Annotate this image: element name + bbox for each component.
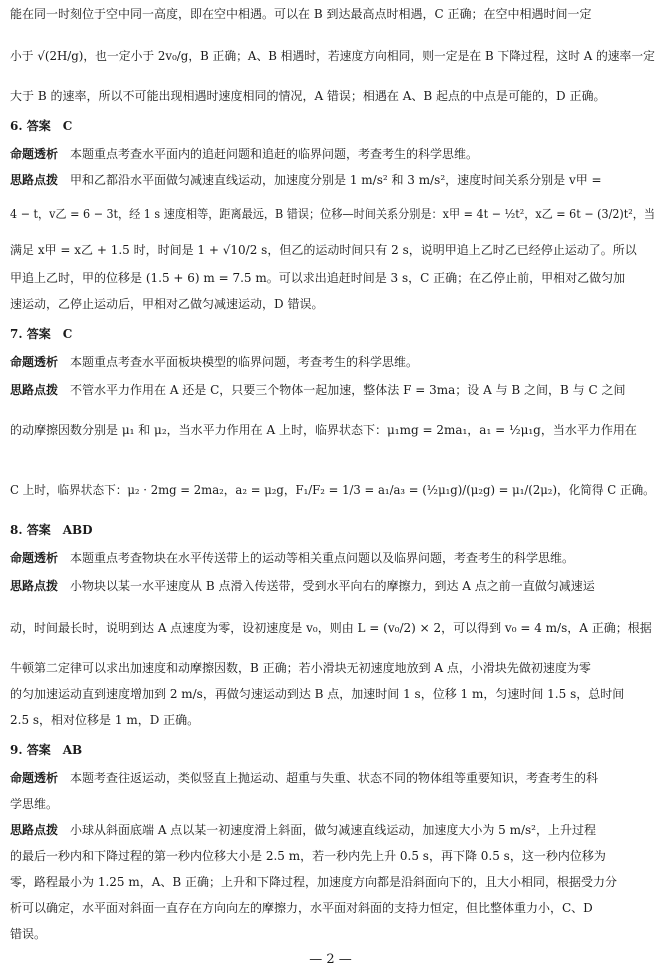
text-line xyxy=(10,578,595,594)
line-text: 7. 答案 C xyxy=(10,327,73,341)
text-line xyxy=(10,242,637,258)
answer-heading xyxy=(10,326,72,342)
answer-heading xyxy=(10,742,82,758)
text-line xyxy=(10,686,624,702)
text-line xyxy=(10,848,606,864)
answer-heading xyxy=(10,118,72,134)
line-text: 6. 答案 C xyxy=(10,119,73,133)
text-line xyxy=(10,88,605,104)
line-text: 本题考查往返运动，类似竖直上抛运动、超重与失重、状态不同的物体组等重要知识，考查考生的科 xyxy=(58,771,599,785)
page-number: — 2 — xyxy=(309,952,352,967)
text-line xyxy=(10,296,323,312)
text-line xyxy=(10,874,617,890)
text-line xyxy=(10,660,591,676)
text-line xyxy=(10,900,593,916)
text-line xyxy=(10,482,655,498)
text-line xyxy=(10,550,574,566)
line-text: 2.5 s，相对位移是 1 m，D 正确。 xyxy=(10,713,200,727)
line-text: 析可以确定，水平面对斜面一直存在方向向左的摩擦力，水平面对斜面的支持力恒定，但比整体重力小，C、D xyxy=(10,901,593,915)
line-text: 的动摩擦因数分别是 μ₁ 和 μ₂，当水平力作用在 A 上时，临界状态下：μ₁mg = 2ma₁，a₁ = ½μ₁g，当水平力作用在 xyxy=(10,423,637,437)
text-line xyxy=(10,172,602,188)
line-text: 小球从斜面底端 A 点以某一初速度滑上斜面，做匀减速直线运动，加速度大小为 5 m/s²，上升过程 xyxy=(58,823,596,837)
line-text: 牛顿第二定律可以求出加速度和动摩擦因数，B 正确；若小滑块无初速度地放到 A 点，小滑块先做初速度为零 xyxy=(10,661,591,675)
line-text: 小物块以某一水平速度从 B 点滑入传送带，受到水平向右的摩擦力，到达 A 点之前一直做匀减速运 xyxy=(58,579,595,593)
line-text: 错误。 xyxy=(10,927,47,941)
text-line xyxy=(10,206,655,222)
line-text: 的匀加速运动直到速度增加到 2 m/s，再做匀速运动到达 B 点，加速时间 1 s，位移 1 m，匀速时间 1.5 s，总时间 xyxy=(10,687,625,701)
line-text: 不管水平力作用在 A 还是 C，只要三个物体一起加速，整体法 F = 3ma；设 A 与 B 之间，B 与 C 之间 xyxy=(58,383,626,397)
line-text: 学思维。 xyxy=(10,797,59,811)
section-label: 思路点拨 xyxy=(10,823,59,837)
section-label: 命题透析 xyxy=(10,771,59,785)
line-text: 满足 x甲 = x乙 + 1.5 时，时间是 1 + √10/2 s，但乙的运动时间只有 2 s，说明甲追上乙时乙已经停止运动了。所以 xyxy=(10,243,637,257)
line-text: 小于 √(2H/g)，也一定小于 2v₀/g，B 正确；A、B 相遇时，若速度方向相同，则一定是在 B 下降过程，这时 A 的速率一定 xyxy=(10,49,655,63)
text-line xyxy=(10,926,46,942)
text-line xyxy=(10,6,591,22)
text-line xyxy=(10,354,418,370)
text-line xyxy=(10,822,596,838)
line-text: 能在同一时刻位于空中同一高度，即在空中相遇。可以在 B 到达最高点时相遇，C 正确；在空中相遇时间一定 xyxy=(10,7,592,21)
section-label: 思路点拨 xyxy=(10,383,59,397)
line-text: 速运动，乙停止运动后，甲相对乙做匀减速运动，D 错误。 xyxy=(10,297,324,311)
answer-heading xyxy=(10,522,93,538)
line-text: C 上时，临界状态下：μ₂ · 2mg = 2ma₂，a₂ = μ₂g，F₁/F₂ = 1/3 = a₁/a₃ = (½μ₁g)/(μ₂g) = μ₁/(2μ₂)，化简得 C 正确。 xyxy=(10,483,655,497)
section-label: 思路点拨 xyxy=(10,173,59,187)
section-label: 思路点拨 xyxy=(10,579,59,593)
section-label: 命题透析 xyxy=(10,355,59,369)
text-line xyxy=(10,48,655,64)
line-text: 本题重点考查水平面板块模型的临界问题，考查考生的科学思维。 xyxy=(58,355,419,369)
line-text: 零，路程最小为 1.25 m，A、B 正确；上升和下降过程，加速度方向都是沿斜面向下的，且大小相同，根据受力分 xyxy=(10,875,618,889)
line-text: 9. 答案 AB xyxy=(10,743,83,757)
text-line xyxy=(10,712,199,728)
line-text: 4 − t，v乙 = 6 − 3t，经 1 s 速度相等，距离最远，B 错误；位移—时间关系分别是：x甲 = 4t − ½t²，x乙 = 6t − (3/2)t²，当 xyxy=(10,207,655,221)
text-line xyxy=(10,422,637,438)
line-text: 本题重点考查物块在水平传送带上的运动等相关重点问题以及临界问题，考查考生的科学思维。 xyxy=(58,551,575,565)
line-text: 的最后一秒内和下降过程的第一秒内位移大小是 2.5 m，若一秒内先上升 0.5 s，再下降 0.5 s，这一秒内位移为 xyxy=(10,849,606,863)
text-line xyxy=(10,382,626,398)
line-text: 动，时间最长时，说明到达 A 点速度为零，设初速度是 v₀，则由 L = (v₀/2) × 2，可以得到 v₀ = 4 m/s，A 正确；根据 xyxy=(10,621,652,635)
line-text: 8. 答案 ABD xyxy=(10,523,93,537)
line-text: 甲追上乙时，甲的位移是 (1.5 + 6) m = 7.5 m。可以求出追赶时间是 3 s，C 正确；在乙停止前，甲相对乙做匀加 xyxy=(10,271,626,285)
text-line xyxy=(10,770,598,786)
line-text: 本题重点考查水平面内的追赶问题和追赶的临界问题，考查考生的科学思维。 xyxy=(58,147,479,161)
text-line xyxy=(10,796,58,812)
line-text: 大于 B 的速率，所以不可能出现相遇时速度相同的情况，A 错误；相遇在 A、B 起点的中点是可能的，D 正确。 xyxy=(10,89,606,103)
section-label: 命题透析 xyxy=(10,551,59,565)
text-line xyxy=(10,146,478,162)
line-text: 甲和乙都沿水平面做匀减速直线运动，加速度分别是 1 m/s² 和 3 m/s²，速度时间关系分别是 v甲 = xyxy=(58,173,602,187)
section-label: 命题透析 xyxy=(10,147,59,161)
text-line xyxy=(10,270,625,286)
text-line xyxy=(10,620,652,636)
